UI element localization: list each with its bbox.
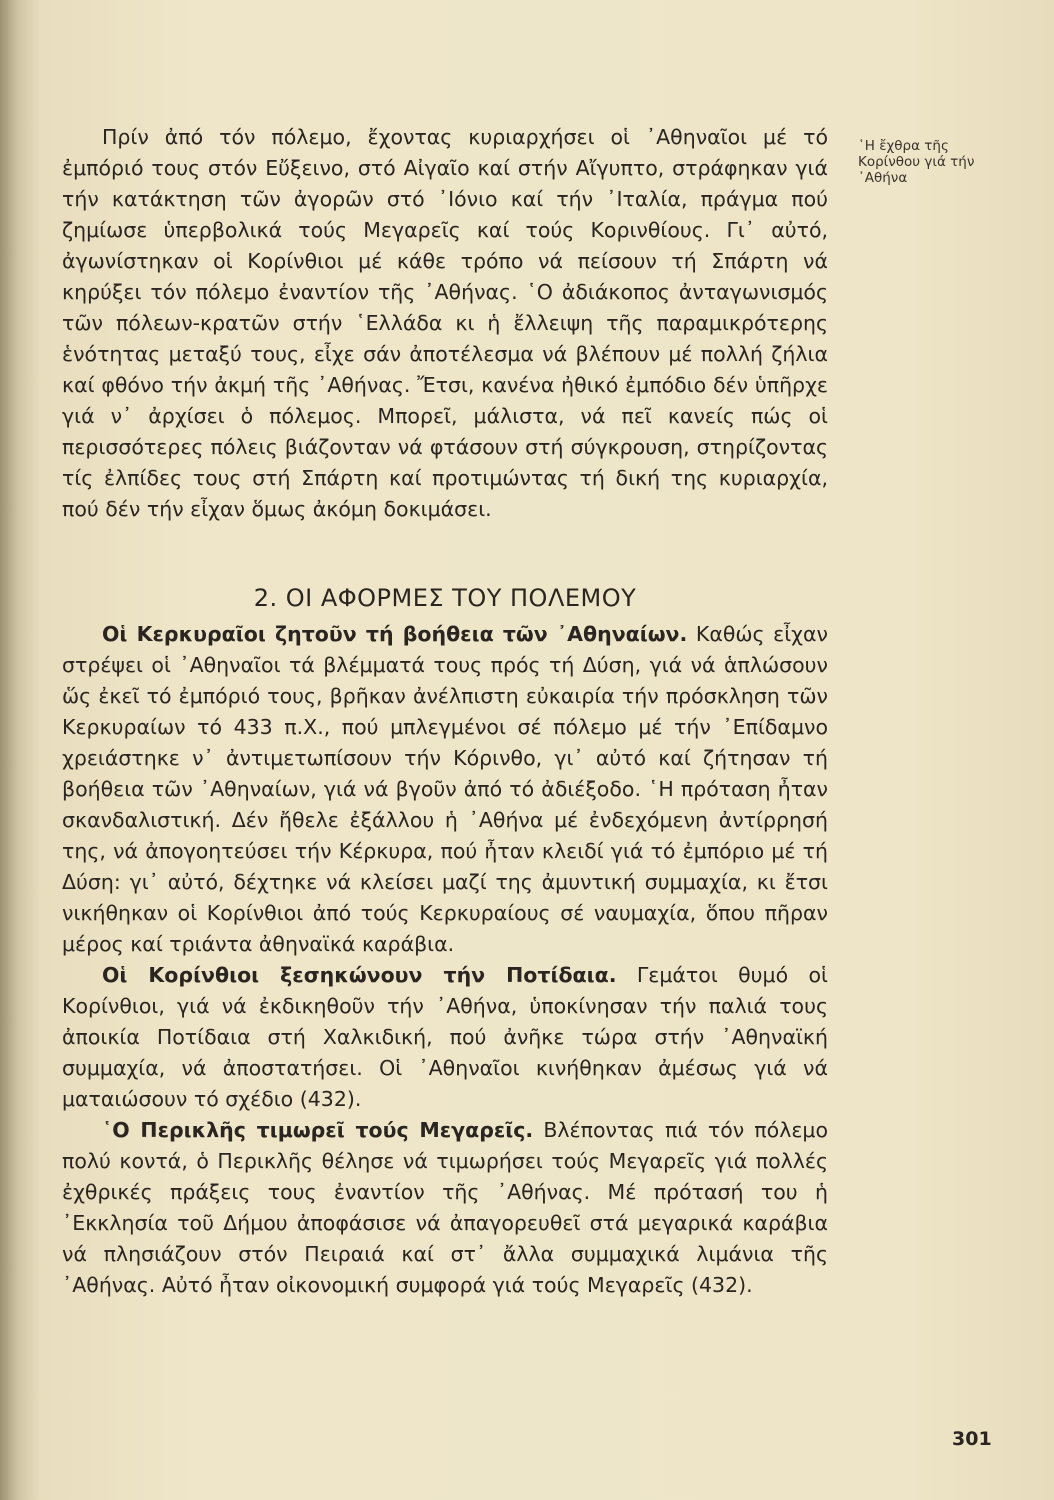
- margin-note: ῾Η ἔχθρα τῆς Κορίνθου γιά τήν ᾿Αθήνα: [858, 138, 975, 186]
- paragraph-lead: Οἱ Κορίνθιοι ξεσηκώνουν τήν Ποτίδαια.: [102, 963, 617, 987]
- intro-paragraph: Πρίν ἀπό τόν πόλεμο, ἔχοντας κυριαρχήσει οἱ ᾿Αθηναῖοι μέ τό ἐμπόριό τους στόν Εὔξεινο, στό Αἰγαῖο καί στήν Αἴγυπτο, στράφηκαν γιά τήν κατάκτηση τῶν ἀγορῶν στό ᾿Ιόνιο καί τήν ᾿Ιταλία, πράγμα πού ζημίωσε ὑπερβολικά τούς Μεγαρεῖς καί τούς Κορινθίους. Γι᾿ αὐτό, ἀγωνίστηκαν οἱ Κορίνθιοι μέ κάθε τρόπο νά πείσουν τή Σπάρτη νά κηρύξει τόν πόλεμο ἐναντίον τῆς ᾿Αθήνας. ῾Ο ἀδιάκοπος ἀνταγωνισμός τῶν πόλεων-κρατῶν στήν ῾Ελλάδα κι ἡ ἔλλειψη τῆς παραμικρότερης ἑνότητας μεταξύ τους, εἶχε σάν ἀποτέλεσμα νά βλέπουν μέ πολλή ζήλια καί φθόνο τήν ἀκμή τῆς ᾿Αθήνας. Ἔτσι, κανένα ἠθικό ἐμπόδιο δέν ὑπῆρχε γιά ν᾿ ἀρχίσει ὁ πόλεμος. Μπορεῖ, μάλιστα, νά πεῖ κανείς πώς οἱ περισσότερες πόλεις βιάζονταν νά φτάσουν στή σύγκρουση, στηρίζοντας τίς ἐλπίδες τους στή Σπάρτη καί προτιμώντας τή δική της κυριαρχία, πού δέν τήν εἶχαν ὅμως ἀκόμη δοκιμάσει.: [62, 125, 828, 521]
- page-number: 301: [952, 1428, 992, 1450]
- paragraph-potidaia: [62, 960, 828, 1115]
- paragraph-body: Καθώς εἶχαν στρέψει οἱ ᾿Αθηναῖοι τά βλέμματά τους πρός τή Δύση, γιά νά ἁπλώσουν ὥς ἐκεῖ τό ἐμπόριό τους, βρῆκαν ἀνέλπιστη εὐκαιρία τήν πρόσκληση τῶν Κερκυραίων τό 433 π.Χ., πού μπλεγμένοι σέ πόλεμο μέ τήν ᾿Επίδαμνο χρειάστηκε ν᾿ ἀντιμετωπίσουν τήν Κόρινθο, γι᾿ αὐτό καί ζήτησαν τή βοήθεια τῶν ᾿Αθηναίων, γιά νά βγοῦν ἀπό τό ἀδιέξοδο. ῾Η πρόταση ἦταν σκανδαλιστική. Δέν ἤθελε ἐξάλλου ἡ ᾿Αθήνα μέ ἐνδεχόμενη ἀντίρρησή της, νά ἀπογοητεύσει τήν Κέρκυρα, πού ἦταν κλειδί γιά τό ἐμπόριο μέ τή Δύση: γι᾿ αὐτό, δέχτηκε νά κλείσει μαζί της ἀμυντική συμμαχία, κι ἔτσι νικήθηκαν οἱ Κορίνθιοι ἀπό τούς Κερκυραίους σέ ναυμαχία, ὅπου πῆραν μέρος καί τριάντα ἀθηναϊκά καράβια.: [62, 622, 828, 956]
- paragraph-body: Βλέποντας πιά τόν πόλεμο πολύ κοντά, ὁ Περικλῆς θέλησε νά τιμωρήσει τούς Μεγαρεῖς γιά πολλές ἐχθρικές πράξεις τους ἐναντίον τῆς ᾿Αθήνας. Μέ πρότασή του ἡ ᾿Εκκλησία τοῦ Δήμου ἀποφάσισε νά ἀπαγορευθεῖ στά μεγαρικά καράβια νά πλησιάζουν στόν Πειραιά καί στ᾿ ἄλλα συμμαχικά λιμάνια τῆς ᾿Αθήνας. Αὐτό ἦταν οἰκονομική συμφορά γιά τούς Μεγαρεῖς (432).: [62, 1118, 828, 1297]
- paragraph-megara: [62, 1115, 828, 1301]
- paragraph-body: Γεμάτοι θυμό οἱ Κορίνθιοι, γιά νά ἐκδικηθοῦν τήν ᾿Αθήνα, ὑποκίνησαν τήν παλιά τους ἀποικία Ποτίδαια στή Χαλκιδική, πού ἀνῆκε τώρα στήν ᾿Αθηναϊκή συμμαχία, νά ἀποστατήσει. Οἱ ᾿Αθηναῖοι κινήθηκαν ἀμέσως γιά νά ματαιώσουν τό σχέδιο (432).: [62, 963, 828, 1111]
- paragraph-lead: Οἱ Κερκυραῖοι ζητοῦν τή βοήθεια τῶν ᾿Αθηναίων.: [102, 622, 688, 646]
- section-spacer: [62, 525, 828, 581]
- section-heading: 2. ΟΙ ΑΦΟΡΜΕΣ ΤΟΥ ΠΟΛΕΜΟΥ: [253, 584, 637, 612]
- main-text-column: [62, 122, 828, 1301]
- paragraph-kerkyra: [62, 619, 828, 960]
- paragraph-lead: ῾Ο Περικλῆς τιμωρεῖ τούς Μεγαρεῖς.: [102, 1118, 534, 1142]
